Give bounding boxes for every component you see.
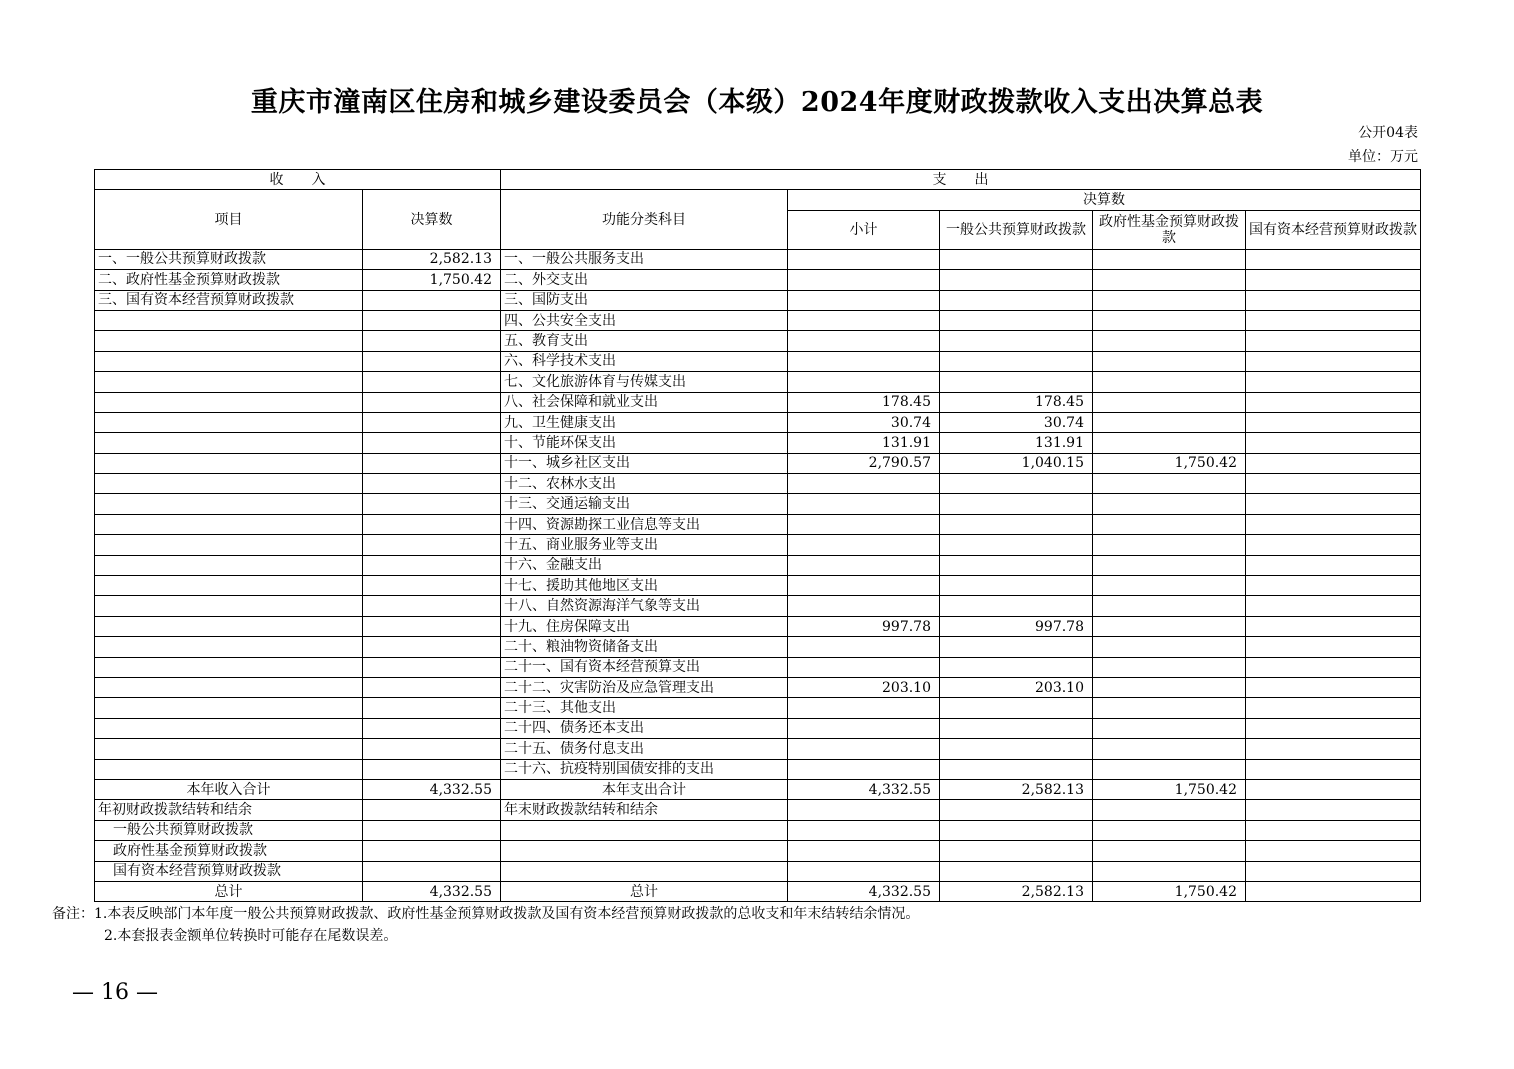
income-amount-cell (363, 739, 501, 759)
income-item-cell (95, 616, 363, 636)
general-budget-cell (940, 249, 1093, 269)
general-budget-cell (940, 494, 1093, 514)
grand-income-label: 总计 (95, 881, 363, 901)
expense-item-cell: 二十四、债务还本支出 (501, 718, 788, 738)
gov-fund-cell (1093, 555, 1246, 575)
table-row (95, 759, 1421, 779)
expense-item-cell: 二十三、其他支出 (501, 698, 788, 718)
gov-fund-cell (1093, 698, 1246, 718)
state-capital-cell (1246, 637, 1421, 657)
expense-item-cell: 八、社会保障和就业支出 (501, 392, 788, 412)
state-capital-cell (1246, 270, 1421, 290)
income-amount-cell (363, 514, 501, 534)
state-capital-cell (1246, 372, 1421, 392)
general-budget-cell (940, 698, 1093, 718)
gov-fund-cell (1093, 677, 1246, 697)
note-line-1: 备注：1.本表反映部门本年度一般公共预算财政拨款、政府性基金预算财政拨款及国有资本经营预算财政拨款的总收支和年末结转结余情况。 (52, 906, 920, 922)
expense-item-cell: 二十六、抗疫特别国债安排的支出 (501, 759, 788, 779)
general-budget-cell (940, 351, 1093, 371)
table-row (95, 331, 1421, 351)
income-item-cell: 一、一般公共预算财政拨款 (95, 249, 363, 269)
begin-general-label: 一般公共预算财政拨款 (95, 820, 363, 840)
grand-subtotal-value: 4,332.55 (788, 881, 940, 901)
table-row (95, 372, 1421, 392)
table-code: 公开04表 (1358, 125, 1418, 141)
state-capital-cell (1246, 698, 1421, 718)
expense-item-cell: 七、文化旅游体育与传媒支出 (501, 372, 788, 392)
subtotal-cell (788, 290, 940, 310)
expense-item-cell: 十一、城乡社区支出 (501, 453, 788, 473)
income-item-cell (95, 596, 363, 616)
state-capital-cell (1246, 249, 1421, 269)
general-budget-cell: 203.10 (940, 677, 1093, 697)
table-row (95, 718, 1421, 738)
income-item-cell (95, 372, 363, 392)
table-row (95, 677, 1421, 697)
general-budget-cell (940, 555, 1093, 575)
income-total-value: 4,332.55 (363, 779, 501, 799)
income-amount-cell (363, 412, 501, 432)
note-line-2: 2.本套报表金额单位转换时可能存在尾数误差。 (104, 928, 398, 944)
general-budget-cell (940, 657, 1093, 677)
gov-fund-cell (1093, 514, 1246, 534)
general-budget-header: 一般公共预算财政拨款 (940, 210, 1093, 249)
expense-item-cell: 二、外交支出 (501, 270, 788, 290)
gov-fund-header: 政府性基金预算财政拨款 (1093, 210, 1246, 249)
general-budget-cell: 178.45 (940, 392, 1093, 412)
expense-item-cell: 一、一般公共服务支出 (501, 249, 788, 269)
income-item-cell (95, 718, 363, 738)
gov-fund-cell (1093, 637, 1246, 657)
grand-total-row (95, 881, 1421, 901)
subtotal-cell (788, 596, 940, 616)
subtotal-cell (788, 535, 940, 555)
general-budget-cell: 997.78 (940, 616, 1093, 636)
table-row (95, 270, 1421, 290)
income-item-cell (95, 555, 363, 575)
general-budget-cell (940, 331, 1093, 351)
gov-fund-cell (1093, 372, 1246, 392)
table-row (95, 657, 1421, 677)
state-capital-cell (1246, 514, 1421, 534)
expense-item-cell: 二十五、债务付息支出 (501, 739, 788, 759)
gov-fund-cell (1093, 249, 1246, 269)
gov-fund-cell (1093, 290, 1246, 310)
income-item-cell (95, 657, 363, 677)
general-budget-cell (940, 637, 1093, 657)
income-item-cell (95, 514, 363, 534)
income-amount-cell (363, 351, 501, 371)
expense-fund-value: 1,750.42 (1093, 779, 1246, 799)
expense-item-cell: 十、节能环保支出 (501, 433, 788, 453)
table-row (95, 555, 1421, 575)
income-item-cell (95, 535, 363, 555)
amount-group-header: 决算数 (788, 190, 1421, 210)
income-item-cell: 三、国有资本经营预算财政拨款 (95, 290, 363, 310)
grand-general-value: 2,582.13 (940, 881, 1093, 901)
table-row (95, 596, 1421, 616)
gov-fund-cell (1093, 474, 1246, 494)
balance-row (95, 800, 1421, 820)
state-capital-cell (1246, 494, 1421, 514)
subtotal-cell (788, 372, 940, 392)
grand-fund-value: 1,750.42 (1093, 881, 1246, 901)
state-capital-cell (1246, 310, 1421, 330)
expense-item-cell: 二十一、国有资本经营预算支出 (501, 657, 788, 677)
state-capital-cell (1246, 290, 1421, 310)
gov-fund-cell (1093, 494, 1246, 514)
general-budget-cell (940, 270, 1093, 290)
expense-header: 支 出 (501, 170, 1421, 190)
income-item-cell (95, 392, 363, 412)
subtotal-cell (788, 474, 940, 494)
income-amount-cell (363, 372, 501, 392)
gov-fund-cell (1093, 616, 1246, 636)
begin-capital-row (95, 861, 1421, 881)
expense-item-cell: 二十二、灾害防治及应急管理支出 (501, 677, 788, 697)
year-total-row (95, 779, 1421, 799)
state-capital-cell (1246, 392, 1421, 412)
table-row (95, 535, 1421, 555)
income-amount-cell (363, 494, 501, 514)
subtotal-cell: 997.78 (788, 616, 940, 636)
state-capital-cell (1246, 351, 1421, 371)
table-row (95, 412, 1421, 432)
expense-item-cell: 十二、农林水支出 (501, 474, 788, 494)
table-row (95, 351, 1421, 371)
income-amount-cell: 2,582.13 (363, 249, 501, 269)
income-amount-cell (363, 616, 501, 636)
state-capital-cell (1246, 453, 1421, 473)
income-item-cell (95, 637, 363, 657)
expense-item-cell: 十三、交通运输支出 (501, 494, 788, 514)
income-item-cell (95, 310, 363, 330)
table-row (95, 739, 1421, 759)
income-item-cell (95, 453, 363, 473)
gov-fund-cell: 1,750.42 (1093, 453, 1246, 473)
expense-capital-value (1246, 779, 1421, 799)
table-row (95, 290, 1421, 310)
general-budget-cell (940, 514, 1093, 534)
gov-fund-cell (1093, 331, 1246, 351)
general-budget-cell: 131.91 (940, 433, 1093, 453)
subtotal-cell (788, 555, 940, 575)
subtotal-cell (788, 718, 940, 738)
gov-fund-cell (1093, 433, 1246, 453)
state-capital-cell (1246, 616, 1421, 636)
grand-income-value: 4,332.55 (363, 881, 501, 901)
table-row (95, 514, 1421, 534)
table-row (95, 616, 1421, 636)
table-body (95, 249, 1421, 779)
state-capital-cell (1246, 433, 1421, 453)
expense-item-cell: 十九、住房保障支出 (501, 616, 788, 636)
income-item-cell (95, 494, 363, 514)
general-budget-cell: 1,040.15 (940, 453, 1093, 473)
income-item-cell: 二、政府性基金预算财政拨款 (95, 270, 363, 290)
gov-fund-cell (1093, 392, 1246, 412)
income-amount-cell (363, 759, 501, 779)
subtotal-cell: 30.74 (788, 412, 940, 432)
income-item-cell (95, 351, 363, 371)
subtotal-cell (788, 331, 940, 351)
income-total-label: 本年收入合计 (95, 779, 363, 799)
income-item-cell (95, 698, 363, 718)
income-amount-cell (363, 596, 501, 616)
header-row-2 (95, 190, 1421, 210)
income-amount-cell (363, 718, 501, 738)
income-amount-cell (363, 555, 501, 575)
income-item-cell (95, 412, 363, 432)
page-number: — 16 — (72, 980, 158, 1005)
income-header: 收 入 (95, 170, 501, 190)
state-capital-cell (1246, 535, 1421, 555)
gov-fund-cell (1093, 412, 1246, 432)
table-row (95, 433, 1421, 453)
subtotal-cell (788, 249, 940, 269)
general-budget-cell (940, 739, 1093, 759)
subtotal-cell (788, 494, 940, 514)
subtotal-cell: 203.10 (788, 677, 940, 697)
subtotal-cell: 131.91 (788, 433, 940, 453)
state-capital-cell (1246, 657, 1421, 677)
expense-item-cell: 五、教育支出 (501, 331, 788, 351)
subtotal-cell (788, 270, 940, 290)
income-amount-cell (363, 698, 501, 718)
gov-fund-cell (1093, 310, 1246, 330)
income-amount-cell (363, 657, 501, 677)
income-amount-cell (363, 310, 501, 330)
page-title: 重庆市潼南区住房和城乡建设委员会（本级）2024年度财政拨款收入支出决算总表 (250, 87, 1264, 118)
expense-item-cell: 九、卫生健康支出 (501, 412, 788, 432)
subtotal-cell (788, 739, 940, 759)
income-amount-cell (363, 433, 501, 453)
income-item-cell (95, 759, 363, 779)
begin-capital-label: 国有资本经营预算财政拨款 (95, 861, 363, 881)
state-capital-header: 国有资本经营预算财政拨款 (1246, 210, 1421, 249)
income-amount-cell (363, 637, 501, 657)
general-budget-cell: 30.74 (940, 412, 1093, 432)
gov-fund-cell (1093, 739, 1246, 759)
subtotal-cell (788, 514, 940, 534)
expense-item-cell: 二十、粮油物资储备支出 (501, 637, 788, 657)
table-row (95, 310, 1421, 330)
subtotal-cell (788, 637, 940, 657)
gov-fund-cell (1093, 759, 1246, 779)
begin-fund-label: 政府性基金预算财政拨款 (95, 841, 363, 861)
income-item-cell (95, 433, 363, 453)
expense-subtotal-value: 4,332.55 (788, 779, 940, 799)
table-row (95, 249, 1421, 269)
expense-item-cell: 十八、自然资源海洋气象等支出 (501, 596, 788, 616)
table-row (95, 453, 1421, 473)
income-amount-cell (363, 392, 501, 412)
item-header: 项目 (95, 190, 363, 249)
income-item-cell (95, 331, 363, 351)
state-capital-cell (1246, 739, 1421, 759)
amount-header: 决算数 (363, 190, 501, 249)
general-budget-cell (940, 759, 1093, 779)
income-amount-cell (363, 290, 501, 310)
notes (52, 903, 919, 947)
state-capital-cell (1246, 576, 1421, 596)
income-amount-cell: 1,750.42 (363, 270, 501, 290)
subtotal-header: 小计 (788, 210, 940, 249)
income-amount-cell (363, 576, 501, 596)
expense-item-cell: 六、科学技术支出 (501, 351, 788, 371)
state-capital-cell (1246, 331, 1421, 351)
subtotal-cell: 178.45 (788, 392, 940, 412)
table-row (95, 392, 1421, 412)
expense-general-value: 2,582.13 (940, 779, 1093, 799)
gov-fund-cell (1093, 351, 1246, 371)
subtotal-cell (788, 310, 940, 330)
state-capital-cell (1246, 759, 1421, 779)
summary-body (95, 779, 1421, 901)
state-capital-cell (1246, 474, 1421, 494)
subtotal-cell (788, 657, 940, 677)
general-budget-cell (940, 290, 1093, 310)
expense-total-label: 本年支出合计 (501, 779, 788, 799)
expense-item-cell: 三、国防支出 (501, 290, 788, 310)
subtotal-cell (788, 576, 940, 596)
general-budget-cell (940, 596, 1093, 616)
income-item-cell (95, 677, 363, 697)
income-amount-cell (363, 474, 501, 494)
table-row (95, 474, 1421, 494)
state-capital-cell (1246, 555, 1421, 575)
begin-balance-label: 年初财政拨款结转和结余 (95, 800, 363, 820)
expense-item-cell: 十五、商业服务业等支出 (501, 535, 788, 555)
income-amount-cell (363, 677, 501, 697)
general-budget-cell (940, 535, 1093, 555)
gov-fund-cell (1093, 535, 1246, 555)
state-capital-cell (1246, 596, 1421, 616)
income-item-cell (95, 739, 363, 759)
income-item-cell (95, 576, 363, 596)
gov-fund-cell (1093, 576, 1246, 596)
grand-expense-label: 总计 (501, 881, 788, 901)
income-amount-cell (363, 331, 501, 351)
income-amount-cell (363, 535, 501, 555)
gov-fund-cell (1093, 657, 1246, 677)
table-row (95, 698, 1421, 718)
state-capital-cell (1246, 412, 1421, 432)
subtotal-cell (788, 351, 940, 371)
expense-item-cell: 十六、金融支出 (501, 555, 788, 575)
subtotal-cell: 2,790.57 (788, 453, 940, 473)
header-row-1 (95, 170, 1421, 190)
table-row (95, 576, 1421, 596)
state-capital-cell (1246, 718, 1421, 738)
begin-fund-row (95, 841, 1421, 861)
general-budget-cell (940, 576, 1093, 596)
gov-fund-cell (1093, 270, 1246, 290)
income-amount-cell (363, 453, 501, 473)
subtotal-cell (788, 759, 940, 779)
income-item-cell (95, 474, 363, 494)
table-row (95, 637, 1421, 657)
expense-item-cell: 四、公共安全支出 (501, 310, 788, 330)
begin-general-row (95, 820, 1421, 840)
unit-label: 单位：万元 (1348, 149, 1418, 165)
general-budget-cell (940, 372, 1093, 392)
general-budget-cell (940, 310, 1093, 330)
grand-capital-value (1246, 881, 1421, 901)
state-capital-cell (1246, 677, 1421, 697)
expense-item-cell: 十四、资源勘探工业信息等支出 (501, 514, 788, 534)
general-budget-cell (940, 718, 1093, 738)
gov-fund-cell (1093, 718, 1246, 738)
func-subject-header: 功能分类科目 (501, 190, 788, 249)
gov-fund-cell (1093, 596, 1246, 616)
subtotal-cell (788, 698, 940, 718)
expense-item-cell: 十七、援助其他地区支出 (501, 576, 788, 596)
budget-table (94, 169, 1421, 902)
table-row (95, 494, 1421, 514)
general-budget-cell (940, 474, 1093, 494)
end-balance-label: 年末财政拨款结转和结余 (501, 800, 788, 820)
